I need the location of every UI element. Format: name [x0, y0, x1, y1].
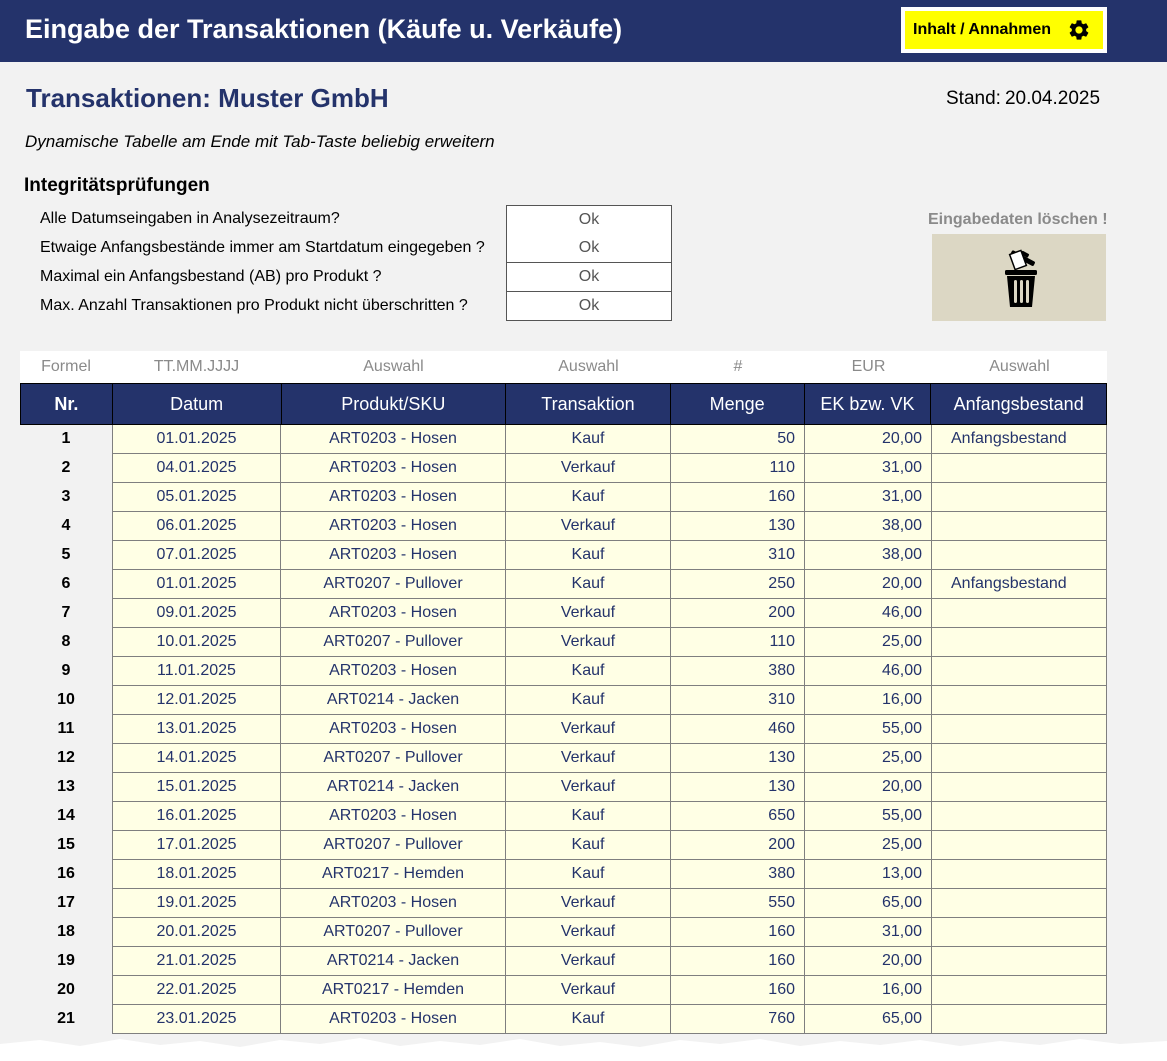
cell-preis[interactable]: 31,00 [805, 483, 932, 512]
cell-menge[interactable]: 110 [671, 628, 805, 657]
table-row [20, 889, 1107, 918]
table-row [20, 686, 1107, 715]
cell-produkt[interactable]: ART0217 - Hemden [281, 976, 506, 1005]
cell-produkt[interactable]: ART0203 - Hosen [281, 425, 506, 454]
cell-transaktion[interactable]: Kauf [506, 541, 671, 570]
cell-menge[interactable]: 130 [671, 773, 805, 802]
table-row [20, 541, 1107, 570]
cell-nr: 4 [20, 512, 112, 541]
cell-preis[interactable]: 20,00 [805, 947, 932, 976]
cell-produkt[interactable]: ART0203 - Hosen [281, 657, 506, 686]
cell-preis[interactable]: 65,00 [805, 889, 932, 918]
cell-menge[interactable]: 380 [671, 657, 805, 686]
cell-datum[interactable]: 07.01.2025 [112, 541, 281, 570]
table-row [20, 947, 1107, 976]
cell-transaktion[interactable]: Verkauf [506, 628, 671, 657]
cell-datum[interactable]: 19.01.2025 [112, 889, 281, 918]
cell-produkt[interactable]: ART0217 - Hemden [281, 860, 506, 889]
cell-anfangsbestand[interactable] [932, 715, 1107, 744]
cell-datum[interactable]: 10.01.2025 [112, 628, 281, 657]
cell-preis[interactable]: 55,00 [805, 802, 932, 831]
cell-menge[interactable]: 550 [671, 889, 805, 918]
cell-menge[interactable]: 310 [671, 541, 805, 570]
hint-nr: Formel [41, 358, 91, 375]
check-label: Alle Datumseingaben in Analysezeitraum? [40, 210, 340, 227]
cell-nr: 6 [20, 570, 112, 599]
hint-preis: EUR [851, 358, 886, 375]
table-row [20, 425, 1107, 454]
column-header-datum[interactable]: Datum [113, 384, 282, 424]
hint-anfangsbestand: Auswahl [989, 358, 1050, 375]
cell-transaktion[interactable]: Kauf [506, 1005, 671, 1034]
cell-preis[interactable]: 55,00 [805, 715, 932, 744]
check-label: Max. Anzahl Transaktionen pro Produkt nicht überschritten ? [40, 297, 468, 314]
table-row [20, 570, 1107, 599]
delete-data-label: Eingabedaten löschen ! [928, 211, 1108, 228]
cell-nr: 1 [20, 425, 112, 454]
cell-produkt[interactable]: ART0214 - Jacken [281, 773, 506, 802]
hint-menge: # [733, 358, 743, 375]
table-row [20, 628, 1107, 657]
cell-datum[interactable]: 09.01.2025 [112, 599, 281, 628]
cell-transaktion[interactable]: Verkauf [506, 889, 671, 918]
check-result: Ok [506, 205, 672, 235]
cell-preis[interactable]: 25,00 [805, 831, 932, 860]
cell-anfangsbestand[interactable] [932, 831, 1107, 860]
cell-transaktion[interactable]: Verkauf [506, 454, 671, 483]
cell-menge[interactable]: 200 [671, 599, 805, 628]
cell-transaktion[interactable]: Verkauf [506, 599, 671, 628]
cell-anfangsbestand[interactable] [932, 1005, 1107, 1034]
table-row [20, 744, 1107, 773]
cell-anfangsbestand[interactable] [932, 744, 1107, 773]
cell-datum[interactable]: 16.01.2025 [112, 802, 281, 831]
cell-anfangsbestand[interactable]: Anfangsbestand [932, 570, 1107, 599]
cell-datum[interactable]: 20.01.2025 [112, 918, 281, 947]
cell-preis[interactable]: 38,00 [805, 541, 932, 570]
cell-menge[interactable]: 650 [671, 802, 805, 831]
cell-transaktion[interactable]: Verkauf [506, 715, 671, 744]
cell-preis[interactable]: 46,00 [805, 599, 932, 628]
cell-transaktion[interactable]: Verkauf [506, 773, 671, 802]
cell-nr: 20 [20, 976, 112, 1005]
cell-datum[interactable]: 14.01.2025 [112, 744, 281, 773]
cell-produkt[interactable]: ART0203 - Hosen [281, 541, 506, 570]
cell-anfangsbestand[interactable] [932, 599, 1107, 628]
cell-menge[interactable]: 380 [671, 860, 805, 889]
stand-label: Stand: [946, 88, 1001, 109]
gear-icon [1067, 18, 1091, 42]
cell-anfangsbestand[interactable] [932, 860, 1107, 889]
cell-menge[interactable]: 760 [671, 1005, 805, 1034]
cell-nr: 10 [20, 686, 112, 715]
stand-value: 20.04.2025 [1004, 88, 1101, 109]
cell-produkt[interactable]: ART0207 - Pullover [281, 570, 506, 599]
cell-transaktion[interactable]: Verkauf [506, 512, 671, 541]
cell-datum[interactable]: 11.01.2025 [112, 657, 281, 686]
cell-anfangsbestand[interactable] [932, 889, 1107, 918]
cell-nr: 3 [20, 483, 112, 512]
check-result: Ok [506, 234, 672, 263]
table-row [20, 802, 1107, 831]
cell-produkt[interactable]: ART0203 - Hosen [281, 889, 506, 918]
cell-produkt[interactable]: ART0203 - Hosen [281, 802, 506, 831]
info-assumptions-button[interactable] [901, 7, 1107, 53]
cell-transaktion[interactable]: Kauf [506, 483, 671, 512]
cell-datum[interactable]: 06.01.2025 [112, 512, 281, 541]
cell-preis[interactable]: 20,00 [805, 773, 932, 802]
cell-menge[interactable]: 250 [671, 570, 805, 599]
cell-transaktion[interactable]: Kauf [506, 802, 671, 831]
cell-preis[interactable]: 20,00 [805, 570, 932, 599]
cell-produkt[interactable]: ART0214 - Jacken [281, 947, 506, 976]
cell-transaktion[interactable]: Kauf [506, 570, 671, 599]
cell-preis[interactable]: 13,00 [805, 860, 932, 889]
cell-produkt[interactable]: ART0203 - Hosen [281, 599, 506, 628]
cell-anfangsbestand[interactable]: Anfangsbestand [932, 425, 1107, 454]
cell-preis[interactable]: 31,00 [805, 918, 932, 947]
cell-nr: 17 [20, 889, 112, 918]
cell-anfangsbestand[interactable] [932, 686, 1107, 715]
cell-datum[interactable]: 01.01.2025 [112, 570, 281, 599]
hint-datum: TT.MM.JJJJ [153, 358, 240, 375]
cell-nr: 15 [20, 831, 112, 860]
transactions-table [20, 351, 1107, 1034]
cell-datum[interactable]: 05.01.2025 [112, 483, 281, 512]
cell-datum[interactable]: 23.01.2025 [112, 1005, 281, 1034]
cell-nr: 14 [20, 802, 112, 831]
cell-menge[interactable]: 310 [671, 686, 805, 715]
hint-transaktion: Auswahl [558, 358, 619, 375]
cell-preis[interactable]: 38,00 [805, 512, 932, 541]
format-hint-row [20, 351, 1107, 383]
cell-preis[interactable]: 16,00 [805, 976, 932, 1005]
column-header-menge[interactable]: Menge [671, 384, 805, 424]
cell-preis[interactable]: 16,00 [805, 686, 932, 715]
cell-anfangsbestand[interactable] [932, 628, 1107, 657]
table-header [20, 383, 1107, 425]
cell-nr: 13 [20, 773, 112, 802]
cell-anfangsbestand[interactable] [932, 512, 1107, 541]
cell-menge[interactable]: 50 [671, 425, 805, 454]
cell-preis[interactable]: 65,00 [805, 1005, 932, 1034]
table-row [20, 773, 1107, 802]
cell-transaktion[interactable]: Verkauf [506, 918, 671, 947]
cell-produkt[interactable]: ART0203 - Hosen [281, 483, 506, 512]
cell-preis[interactable]: 25,00 [805, 744, 932, 773]
cell-transaktion[interactable]: Verkauf [506, 744, 671, 773]
column-header-anfangsbestand[interactable]: Anfangsbestand [953, 394, 1084, 414]
cell-datum[interactable]: 18.01.2025 [112, 860, 281, 889]
cell-menge[interactable]: 110 [671, 454, 805, 483]
cell-produkt[interactable]: ART0214 - Jacken [281, 686, 506, 715]
cell-produkt[interactable]: ART0207 - Pullover [281, 744, 506, 773]
cell-nr: 9 [20, 657, 112, 686]
column-header-preis[interactable]: EK bzw. VK [805, 384, 932, 424]
cell-menge[interactable]: 200 [671, 831, 805, 860]
torn-edge [0, 1034, 1167, 1061]
cell-transaktion[interactable]: Kauf [506, 657, 671, 686]
table-row [20, 512, 1107, 541]
cell-nr: 21 [20, 1005, 112, 1034]
cell-nr: 7 [20, 599, 112, 628]
table-row [20, 657, 1107, 686]
cell-nr: 18 [20, 918, 112, 947]
table-row [20, 599, 1107, 628]
cell-transaktion[interactable]: Verkauf [506, 976, 671, 1005]
cell-nr: 19 [20, 947, 112, 976]
cell-nr: 5 [20, 541, 112, 570]
cell-datum[interactable]: 22.01.2025 [112, 976, 281, 1005]
column-header-nr[interactable]: Nr. [21, 384, 113, 424]
cell-produkt[interactable]: ART0207 - Pullover [281, 628, 506, 657]
cell-datum[interactable]: 15.01.2025 [112, 773, 281, 802]
cell-anfangsbestand[interactable] [932, 657, 1107, 686]
table-row [20, 831, 1107, 860]
cell-preis[interactable]: 20,00 [805, 425, 932, 454]
cell-transaktion[interactable]: Kauf [506, 831, 671, 860]
cell-nr: 2 [20, 454, 112, 483]
cell-menge[interactable]: 460 [671, 715, 805, 744]
cell-datum[interactable]: 21.01.2025 [112, 947, 281, 976]
cell-produkt[interactable]: ART0203 - Hosen [281, 1005, 506, 1034]
cell-produkt[interactable]: ART0203 - Hosen [281, 715, 506, 744]
cell-anfangsbestand[interactable] [932, 947, 1107, 976]
stand-date [946, 88, 1100, 110]
check-result: Ok [506, 292, 672, 321]
cell-datum[interactable]: 12.01.2025 [112, 686, 281, 715]
delete-data-button[interactable] [932, 234, 1106, 321]
table-row [20, 715, 1107, 744]
title-bar [0, 0, 1167, 62]
integrity-title: Integritätsprüfungen [24, 175, 210, 196]
cell-transaktion[interactable]: Verkauf [506, 947, 671, 976]
cell-anfangsbestand[interactable] [932, 454, 1107, 483]
column-header-produkt[interactable]: Produkt/SKU [282, 384, 507, 424]
check-label: Etwaige Anfangsbestände immer am Startdatum eingegeben ? [40, 239, 485, 256]
info-assumptions-label: Inhalt / Annahmen [913, 21, 1052, 38]
cell-nr: 8 [20, 628, 112, 657]
cell-menge[interactable]: 160 [671, 918, 805, 947]
cell-anfangsbestand[interactable] [932, 976, 1107, 1005]
table-hint: Dynamische Tabelle am Ende mit Tab-Taste beliebig erweitern [25, 132, 495, 151]
cell-anfangsbestand[interactable] [932, 541, 1107, 570]
trash-icon [1003, 248, 1039, 308]
table-row [20, 976, 1107, 1005]
cell-menge[interactable]: 160 [671, 947, 805, 976]
cell-anfangsbestand[interactable] [932, 483, 1107, 512]
table-row [20, 860, 1107, 889]
cell-preis[interactable]: 31,00 [805, 454, 932, 483]
cell-datum[interactable]: 17.01.2025 [112, 831, 281, 860]
cell-anfangsbestand[interactable] [932, 773, 1107, 802]
table-body [20, 425, 1107, 1034]
cell-datum[interactable]: 01.01.2025 [112, 425, 281, 454]
cell-menge[interactable]: 130 [671, 744, 805, 773]
hint-produkt: Auswahl [363, 358, 424, 375]
cell-datum[interactable]: 04.01.2025 [112, 454, 281, 483]
cell-nr: 12 [20, 744, 112, 773]
cell-transaktion[interactable]: Kauf [506, 425, 671, 454]
company-title: Transaktionen: Muster GmbH [26, 83, 389, 113]
cell-produkt[interactable]: ART0207 - Pullover [281, 831, 506, 860]
cell-menge[interactable]: 160 [671, 483, 805, 512]
cell-transaktion[interactable]: Kauf [506, 860, 671, 889]
check-label: Maximal ein Anfangsbestand (AB) pro Produkt ? [40, 268, 382, 285]
cell-nr: 16 [20, 860, 112, 889]
cell-produkt[interactable]: ART0207 - Pullover [281, 918, 506, 947]
table-row [20, 483, 1107, 512]
column-header-transaktion[interactable]: Transaktion [506, 384, 671, 424]
cell-menge[interactable]: 130 [671, 512, 805, 541]
cell-preis[interactable]: 25,00 [805, 628, 932, 657]
cell-anfangsbestand[interactable] [932, 918, 1107, 947]
check-result: Ok [506, 263, 672, 292]
cell-menge[interactable]: 160 [671, 976, 805, 1005]
cell-produkt[interactable]: ART0203 - Hosen [281, 512, 506, 541]
table-row [20, 454, 1107, 483]
table-row [20, 918, 1107, 947]
table-row [20, 1005, 1107, 1034]
cell-transaktion[interactable]: Kauf [506, 686, 671, 715]
cell-preis[interactable]: 46,00 [805, 657, 932, 686]
page-title: Eingabe der Transaktionen (Käufe u. Verkäufe) [25, 14, 623, 44]
cell-nr: 11 [20, 715, 112, 744]
cell-anfangsbestand[interactable] [932, 802, 1107, 831]
cell-datum[interactable]: 13.01.2025 [112, 715, 281, 744]
cell-produkt[interactable]: ART0203 - Hosen [281, 454, 506, 483]
